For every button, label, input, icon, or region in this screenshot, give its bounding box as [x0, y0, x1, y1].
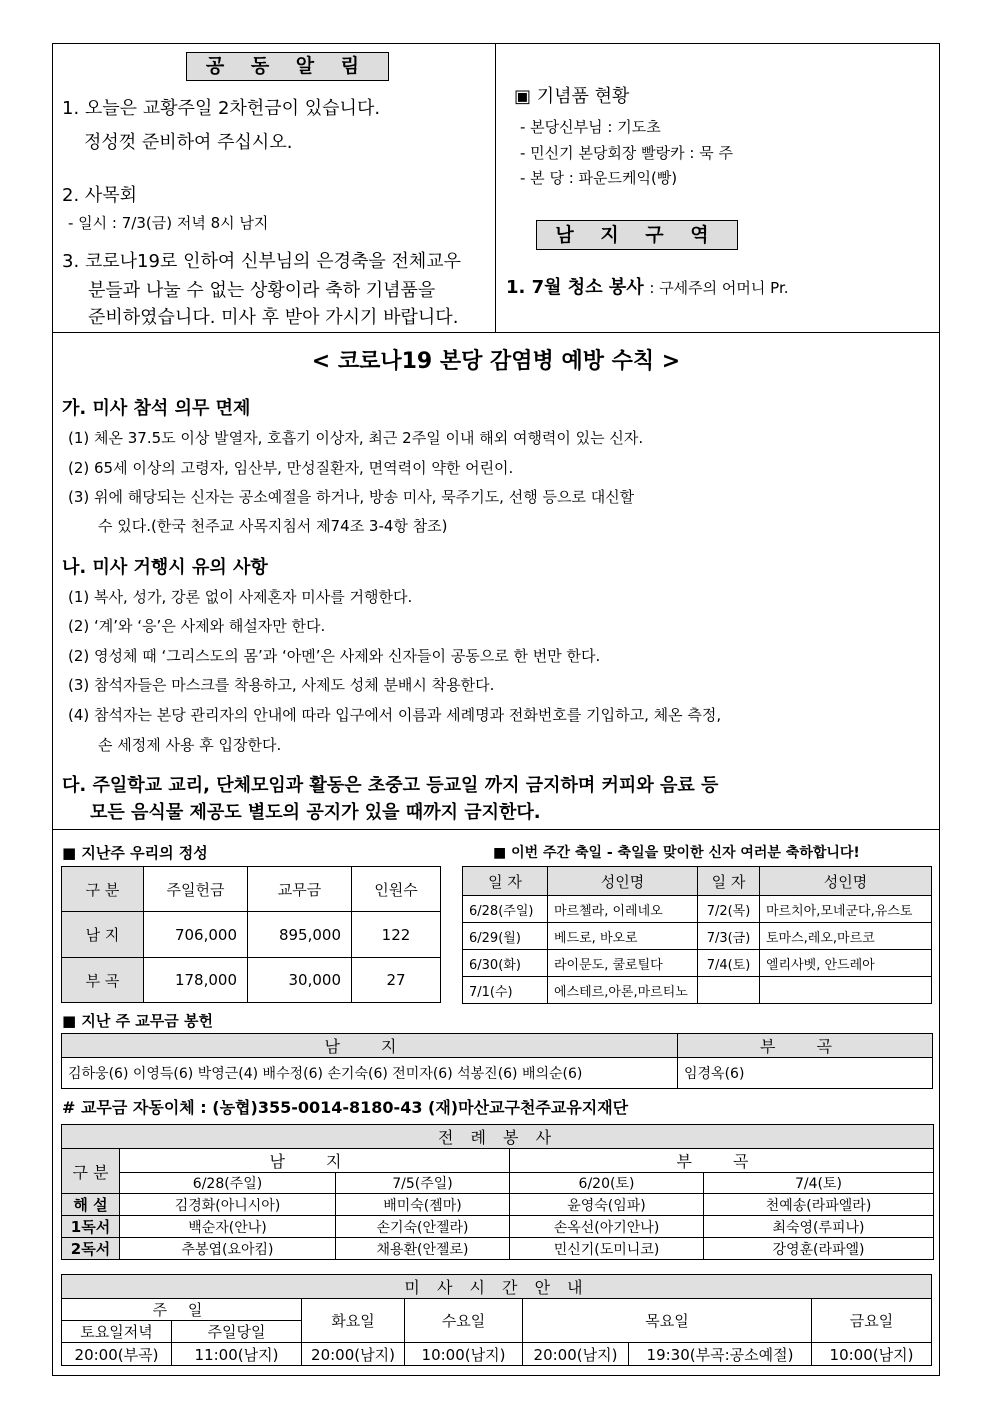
liturgy-cell: 손기숙(안젤라)	[336, 1216, 510, 1238]
table-row	[62, 1216, 934, 1238]
rules-a2: (2) 65세 이상의 고령자, 임산부, 만성질환자, 면역력이 약한 어린이.	[68, 459, 514, 477]
feasts-cell: 마르첼라, 이레네오	[548, 896, 698, 923]
feasts-cell: 7/2(목)	[698, 896, 760, 923]
top-horizontal-divider	[52, 332, 940, 333]
top-vertical-divider	[495, 43, 496, 332]
feasts-header: 일 자	[463, 867, 548, 896]
mid-horizontal-divider	[52, 829, 940, 830]
table-row	[463, 950, 932, 977]
autopay-info: # 교무금 자동이체 : (농협)355-0014-8180-43 (재)마산교구천주교유지재단	[62, 1098, 629, 1117]
souvenir-title: ▣ 기념품 현황	[514, 86, 630, 107]
dues-namji-header: 남 지	[62, 1034, 678, 1058]
souvenir-item: - 본당신부님 : 기도초	[520, 118, 661, 136]
feasts-cell: 에스테르,아론,마르티노	[548, 977, 698, 1004]
offering-header: 구 분	[62, 867, 144, 912]
rules-b4: (3) 참석자들은 마스크를 착용하고, 사제도 성체 분배시 착용한다.	[68, 676, 495, 694]
dues-namji-names: 김하웅(6) 이영득(6) 박영근(4) 배수정(6) 손기숙(6) 전미자(6) 석봉진(6) 배의순(6)	[62, 1058, 678, 1089]
feasts-cell: 베드로, 바오로	[548, 923, 698, 950]
table-row	[463, 896, 932, 923]
offering-row-label: 부 곡	[62, 958, 144, 1003]
notice-item3-line1: 3. 코로나19로 인하여 신부님의 은경축을 전체교우	[62, 251, 462, 272]
dues-names-title: ■ 지난 주 교무금 봉헌	[62, 1012, 213, 1030]
liturgy-col-label: 구 분	[62, 1149, 120, 1194]
namji-cleaning-item	[506, 273, 789, 299]
notice-item1-line2: 정성껏 준비하여 주십시오.	[84, 132, 293, 153]
offering-cell: 30,000	[248, 958, 352, 1003]
offering-row-label: 남 지	[62, 912, 144, 958]
feasts-header: 성인명	[760, 867, 932, 896]
rules-section-b: 나. 미사 거행시 유의 사항	[62, 557, 268, 578]
liturgy-bugok-header: 부 곡	[510, 1149, 934, 1173]
table-row	[62, 1194, 934, 1216]
dues-bugok-header: 부 곡	[678, 1034, 933, 1058]
liturgy-cell: 민신기(도미니코)	[510, 1238, 704, 1260]
notice-item3-line2: 분들과 나눌 수 없는 상황이라 축하 기념품을	[88, 280, 436, 301]
feasts-cell: 라이문도, 쿨로틸다	[548, 950, 698, 977]
liturgy-cell: 김경화(아니시아)	[120, 1194, 336, 1216]
namji-title: 남 지 구 역	[536, 220, 738, 250]
dues-names-table	[61, 1033, 933, 1089]
rules-a3-line1: (3) 위에 해당되는 신자는 공소예절을 하거나, 방송 미사, 묵주기도, 선행 등으로 대신할	[68, 488, 635, 506]
rules-b3: (2) 영성체 때 ‘그리스도의 몸’과 ‘아멘’은 사제와 신자들이 공동으로 한 번만 한다.	[68, 647, 601, 665]
liturgy-title: 전 례 봉 사	[62, 1125, 934, 1149]
mass-thu: 목요일	[523, 1299, 812, 1343]
liturgy-cell: 배미숙(젬마)	[336, 1194, 510, 1216]
feasts-cell: 엘리사벳, 안드레아	[760, 950, 932, 977]
liturgy-cell: 채용환(안젤로)	[336, 1238, 510, 1260]
dues-bugok-names: 임경옥(6)	[678, 1058, 933, 1089]
mass-fri: 금요일	[812, 1299, 932, 1343]
mass-time: 19:30(부곡:공소예절)	[629, 1343, 812, 1366]
rules-b2: (2) ‘계’와 ‘응’은 사제와 해설자만 한다.	[68, 617, 326, 635]
offering-cell: 706,000	[144, 912, 248, 958]
table-row	[62, 912, 441, 958]
offering-header: 교무금	[248, 867, 352, 912]
offering-cell: 178,000	[144, 958, 248, 1003]
offering-cell: 27	[352, 958, 441, 1003]
mass-wed: 수요일	[405, 1299, 523, 1343]
liturgy-cell: 강영훈(라파엘)	[704, 1238, 934, 1260]
feasts-cell	[760, 977, 932, 1004]
mass-sat-eve: 토요일저녁	[62, 1321, 172, 1343]
feasts-cell: 7/3(금)	[698, 923, 760, 950]
mass-tue: 화요일	[302, 1299, 405, 1343]
feasts-cell: 6/30(화)	[463, 950, 548, 977]
namji-item-label: 1. 7월 청소 봉사	[506, 277, 644, 298]
feasts-cell	[698, 977, 760, 1004]
mass-time: 10:00(남지)	[812, 1343, 932, 1366]
mass-time: 10:00(남지)	[405, 1343, 523, 1366]
notice-item2-title: 2. 사목회	[62, 185, 138, 206]
liturgy-cell: 천예송(라파엘라)	[704, 1194, 934, 1216]
mass-title: 미 사 시 간 안 내	[62, 1275, 932, 1299]
feasts-cell: 6/28(주일)	[463, 896, 548, 923]
notice-title: 공 동 알 림	[186, 52, 389, 81]
feasts-cell: 마르치아,모네군다,유스토	[760, 896, 932, 923]
notice-item1-line1: 1. 오늘은 교황주일 2차헌금이 있습니다.	[62, 98, 381, 119]
liturgy-date: 7/5(주일)	[336, 1173, 510, 1194]
offering-header: 주일헌금	[144, 867, 248, 912]
souvenir-item: - 본 당 : 파운드케익(빵)	[520, 169, 678, 187]
rules-section-a: 가. 미사 참석 의무 면제	[62, 398, 251, 419]
rules-title: < 코로나19 본당 감염병 예방 수칙 >	[311, 349, 681, 374]
rules-b1: (1) 복사, 성가, 강론 없이 사제혼자 미사를 거행한다.	[68, 588, 413, 606]
mass-sun-day: 주일당일	[172, 1321, 302, 1343]
mass-time: 20:00(부곡)	[62, 1343, 172, 1366]
liturgy-date: 6/20(토)	[510, 1173, 704, 1194]
notice-item2-detail: - 일시 : 7/3(금) 저녁 8시 남지	[68, 214, 269, 232]
liturgy-cell: 백순자(안나)	[120, 1216, 336, 1238]
table-row	[463, 923, 932, 950]
liturgy-cell: 손옥선(아기안나)	[510, 1216, 704, 1238]
mass-time: 20:00(남지)	[523, 1343, 629, 1366]
offering-title: ■ 지난주 우리의 정성	[62, 844, 208, 862]
offering-table	[61, 866, 441, 1003]
table-row	[62, 1238, 934, 1260]
feasts-cell: 6/29(월)	[463, 923, 548, 950]
liturgy-cell: 최숙영(루피나)	[704, 1216, 934, 1238]
liturgy-cell: 추봉엽(요아킴)	[120, 1238, 336, 1260]
feasts-cell: 7/4(토)	[698, 950, 760, 977]
liturgy-role: 2독서	[62, 1238, 120, 1260]
souvenir-item: - 민신기 본당회장 빨랑카 : 묵 주	[520, 144, 733, 162]
offering-cell: 895,000	[248, 912, 352, 958]
rules-section-c-line1: 다. 주일학교 교리, 단체모임과 활동은 초중고 등교일 까지 금지하며 커피와 음료 등	[62, 775, 719, 796]
liturgy-role: 해 설	[62, 1194, 120, 1216]
feasts-header: 일 자	[698, 867, 760, 896]
mass-time: 20:00(남지)	[302, 1343, 405, 1366]
namji-item-value: : 구세주의 어머니 Pr.	[649, 279, 789, 297]
notice-item3-line3: 준비하였습니다. 미사 후 받아 가시기 바랍니다.	[88, 307, 459, 328]
feasts-cell: 토마스,레오,마르코	[760, 923, 932, 950]
rules-a3-line2: 수 있다.(한국 천주교 사목지침서 제74조 3-4항 참조)	[98, 517, 448, 535]
feasts-table	[462, 866, 932, 1004]
feasts-cell: 7/1(수)	[463, 977, 548, 1004]
liturgy-role: 1독서	[62, 1216, 120, 1238]
feasts-header: 성인명	[548, 867, 698, 896]
liturgy-date: 6/28(주일)	[120, 1173, 336, 1194]
offering-header: 인원수	[352, 867, 441, 912]
rules-b5-line1: (4) 참석자는 본당 관리자의 안내에 따라 입구에서 이름과 세례명과 전화번호를 기입하고, 체온 측정,	[68, 706, 722, 724]
rules-b5-line2: 손 세정제 사용 후 입장한다.	[98, 736, 282, 754]
liturgy-date: 7/4(토)	[704, 1173, 934, 1194]
feasts-title: ■ 이번 주간 축일 - 축일을 맞이한 신자 여러분 축하합니다!	[493, 845, 860, 861]
table-row	[62, 1343, 932, 1366]
table-row	[62, 958, 441, 1003]
liturgy-cell: 윤영숙(임파)	[510, 1194, 704, 1216]
table-row	[463, 977, 932, 1004]
rules-a1: (1) 체온 37.5도 이상 발열자, 호흡기 이상자, 최근 2주일 이내 해외 여행력이 있는 신자.	[68, 429, 644, 447]
mass-time: 11:00(남지)	[172, 1343, 302, 1366]
mass-sunday: 주 일	[62, 1299, 302, 1321]
liturgy-table	[61, 1124, 934, 1260]
rules-section-c-line2: 모든 음식물 제공도 별도의 공지가 있을 때까지 금지한다.	[90, 802, 541, 823]
mass-table	[61, 1274, 932, 1366]
liturgy-namji-header: 남 지	[120, 1149, 510, 1173]
offering-cell: 122	[352, 912, 441, 958]
